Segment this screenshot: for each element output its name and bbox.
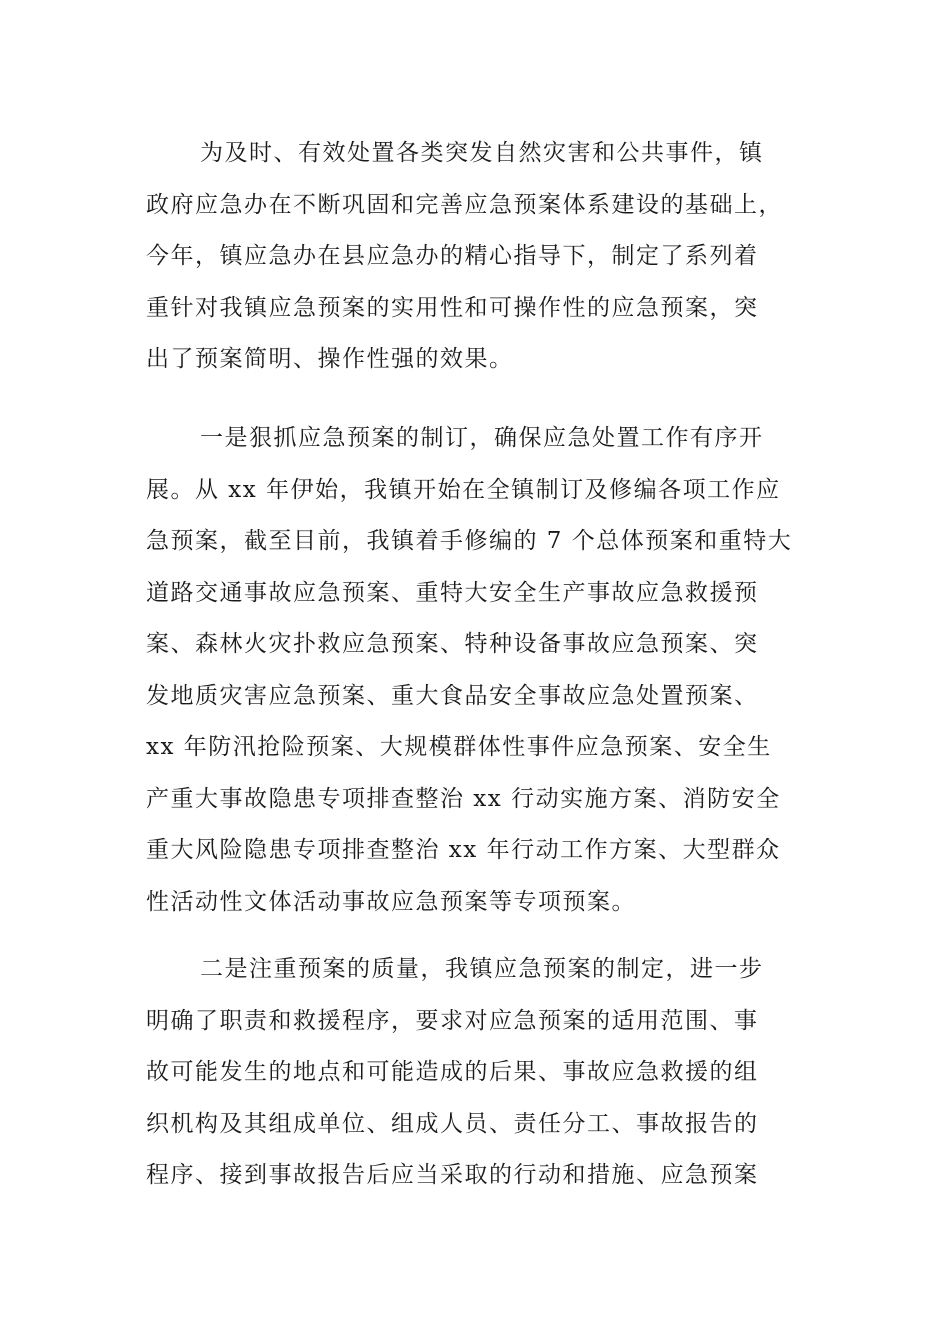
- text-line: 今年，镇应急办在县应急办的精心指导下，制定了系列着: [146, 243, 759, 269]
- text-line: 重大风险隐患专项排查整治 xx 年行动工作方案、大型群众: [146, 837, 781, 863]
- text-line: 政府应急办在不断巩固和完善应急预案体系建设的基础上，: [146, 191, 783, 218]
- text-line: 二是注重预案的质量，我镇应急预案的制定，进一步: [200, 956, 764, 982]
- text-line: 一是狠抓应急预案的制订，确保应急处置工作有序开: [200, 425, 764, 451]
- text-line: 重针对我镇应急预案的实用性和可操作性的应急预案，突: [146, 294, 759, 321]
- text-line: 道路交通事故应急预案、重特大安全生产事故应急救援预: [146, 579, 759, 606]
- text-line: 明确了职责和救援程序，要求对应急预案的适用范围、事: [146, 1007, 759, 1034]
- text-line: 展。从 xx 年伊始，我镇开始在全镇制订及修编各项工作应: [146, 476, 781, 503]
- text-line: 织机构及其组成单位、组成人员、责任分工、事故报告的: [146, 1110, 759, 1137]
- paragraph-point-one: [146, 413, 816, 928]
- text-line: 产重大事故隐患专项排查整治 xx 行动实施方案、消防安全: [146, 785, 781, 812]
- text-line: 出了预案简明、操作性强的效果。: [146, 346, 514, 372]
- paragraph-intro: [146, 128, 816, 386]
- paragraph-point-two: [146, 944, 816, 1202]
- text-line: 故可能发生的地点和可能造成的后果、事故应急救援的组: [146, 1059, 759, 1085]
- text-line: xx 年防汛抢险预案、大规模群体性事件应急预案、安全生: [146, 734, 772, 760]
- text-line: 为及时、有效处置各类突发自然灾害和公共事件，镇: [200, 140, 764, 166]
- text-line: 急预案，截至目前，我镇着手修编的 7 个总体预案和重特大: [146, 528, 793, 554]
- text-line: 性活动性文体活动事故应急预案等专项预案。: [146, 888, 636, 915]
- text-line: 程序、接到事故报告后应当采取的行动和措施、应急预案: [146, 1162, 759, 1188]
- text-line: 案、森林火灾扑救应急预案、特种设备事故应急预案、突: [146, 631, 759, 657]
- text-line: 发地质灾害应急预案、重大食品安全事故应急处置预案、: [146, 682, 759, 709]
